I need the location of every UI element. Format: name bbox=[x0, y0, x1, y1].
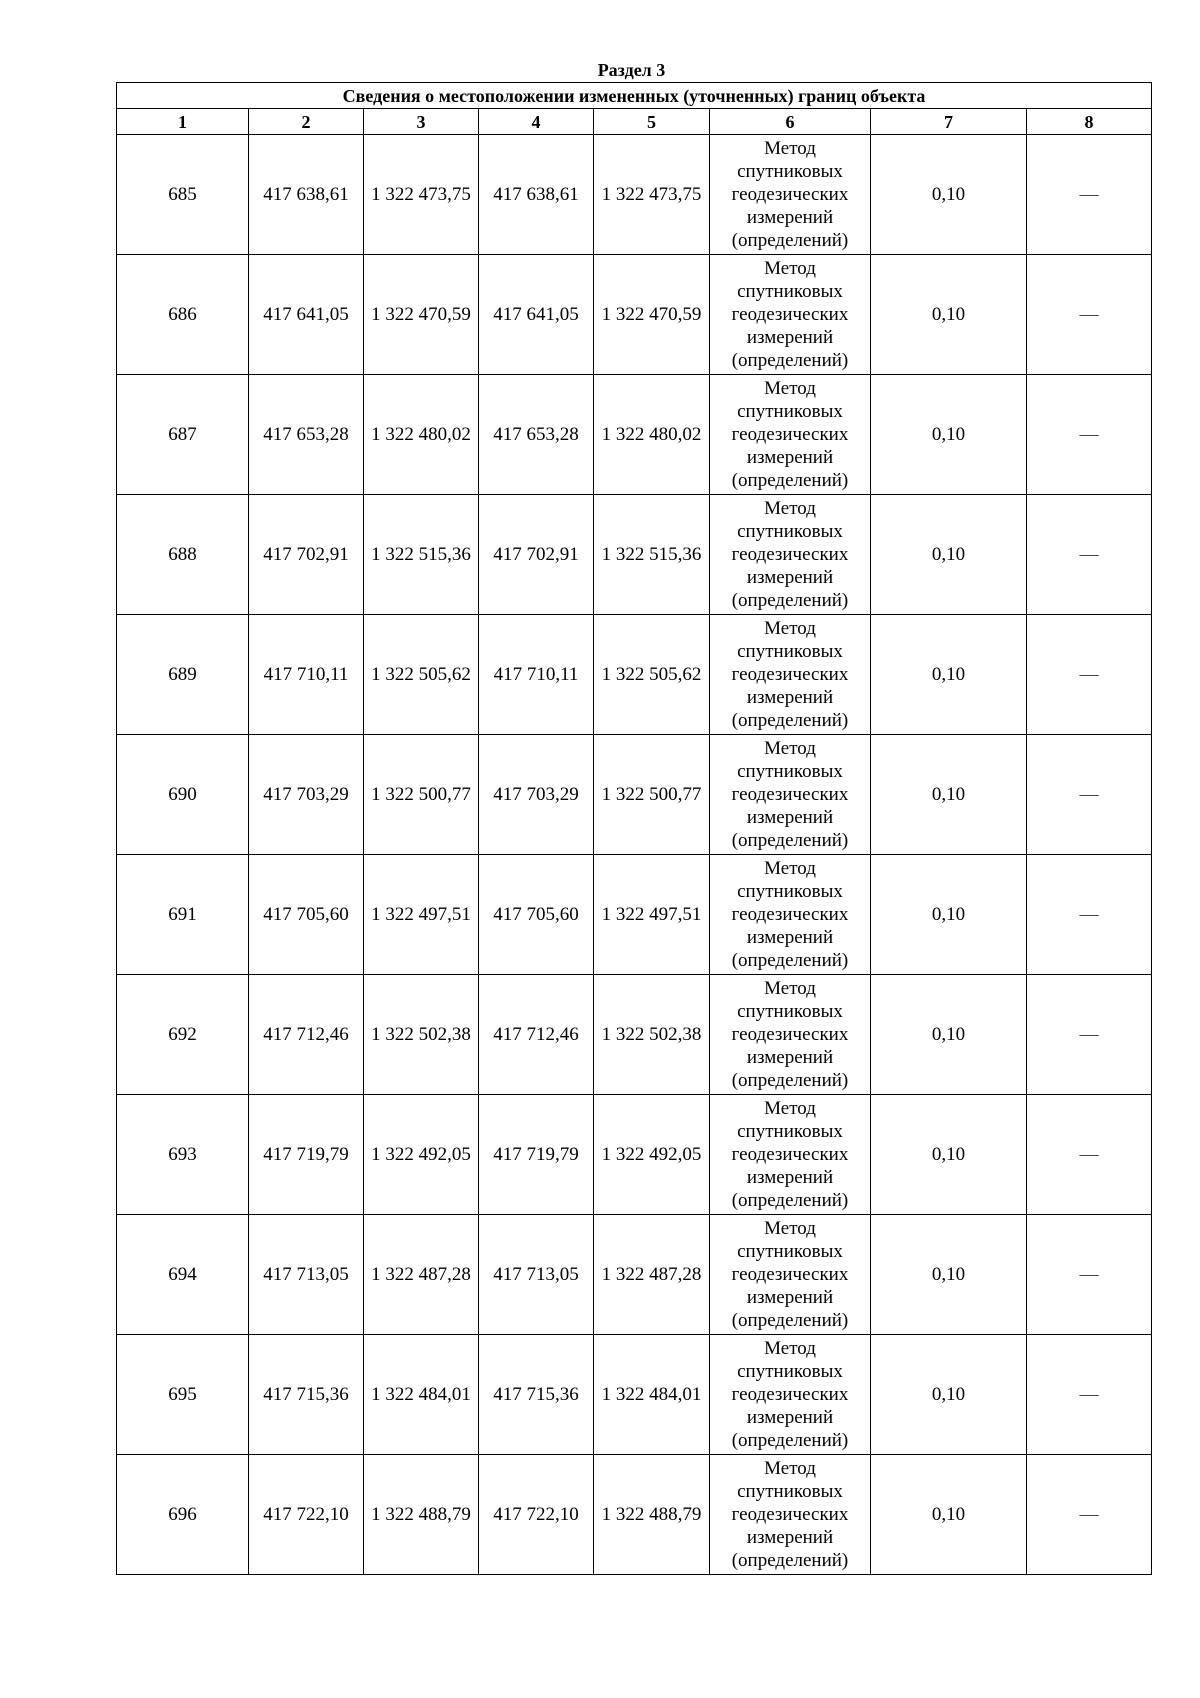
x-new-cell: 417 705,60 bbox=[479, 855, 594, 975]
method-line: геодезических bbox=[731, 424, 849, 445]
note-cell: — bbox=[1027, 375, 1152, 495]
method-line: Метод bbox=[764, 498, 816, 519]
point-number-cell: 686 bbox=[117, 255, 249, 375]
method-line: (определений) bbox=[731, 1070, 849, 1091]
table-row bbox=[117, 855, 1152, 975]
precision-cell: 0,10 bbox=[871, 375, 1027, 495]
method-cell bbox=[710, 735, 871, 855]
precision-cell: 0,10 bbox=[871, 615, 1027, 735]
y-new-cell: 1 322 484,01 bbox=[594, 1335, 710, 1455]
precision-cell: 0,10 bbox=[871, 1335, 1027, 1455]
y-new-cell: 1 322 515,36 bbox=[594, 495, 710, 615]
x-new-cell: 417 653,28 bbox=[479, 375, 594, 495]
x-new-cell: 417 641,05 bbox=[479, 255, 594, 375]
y-new-cell: 1 322 500,77 bbox=[594, 735, 710, 855]
method-line: Метод bbox=[764, 618, 816, 639]
x-new-cell: 417 702,91 bbox=[479, 495, 594, 615]
method-line: Метод bbox=[764, 138, 816, 159]
point-number-cell: 694 bbox=[117, 1215, 249, 1335]
point-number-cell: 685 bbox=[117, 135, 249, 255]
y-existing-cell: 1 322 500,77 bbox=[364, 735, 479, 855]
method-line: спутниковых bbox=[737, 1001, 843, 1022]
note-cell: — bbox=[1027, 975, 1152, 1095]
point-number-cell: 692 bbox=[117, 975, 249, 1095]
y-new-cell: 1 322 497,51 bbox=[594, 855, 710, 975]
y-existing-cell: 1 322 492,05 bbox=[364, 1095, 479, 1215]
x-new-cell: 417 703,29 bbox=[479, 735, 594, 855]
note-cell: — bbox=[1027, 615, 1152, 735]
table-row bbox=[117, 1335, 1152, 1455]
method-cell bbox=[710, 615, 871, 735]
method-line: (определений) bbox=[731, 1430, 849, 1451]
method-line: измерений bbox=[746, 1047, 834, 1068]
method-line: спутниковых bbox=[737, 521, 843, 542]
method-line: Метод bbox=[764, 978, 816, 999]
method-line: Метод bbox=[764, 738, 816, 759]
coordinates-table bbox=[116, 82, 1152, 1575]
method-line: геодезических bbox=[731, 1024, 849, 1045]
method-line: (определений) bbox=[731, 950, 849, 971]
x-new-cell: 417 722,10 bbox=[479, 1455, 594, 1575]
method-line: измерений bbox=[746, 1527, 834, 1548]
point-number-cell: 689 bbox=[117, 615, 249, 735]
method-line: (определений) bbox=[731, 710, 849, 731]
x-new-cell: 417 638,61 bbox=[479, 135, 594, 255]
precision-cell: 0,10 bbox=[871, 735, 1027, 855]
method-line: измерений bbox=[746, 807, 834, 828]
method-line: спутниковых bbox=[737, 1481, 843, 1502]
method-line: измерений bbox=[746, 327, 834, 348]
method-line: геодезических bbox=[731, 1264, 849, 1285]
x-new-cell: 417 715,36 bbox=[479, 1335, 594, 1455]
y-new-cell: 1 322 492,05 bbox=[594, 1095, 710, 1215]
method-cell bbox=[710, 855, 871, 975]
y-new-cell: 1 322 473,75 bbox=[594, 135, 710, 255]
method-line: измерений bbox=[746, 1407, 834, 1428]
method-line: измерений bbox=[746, 207, 834, 228]
y-existing-cell: 1 322 488,79 bbox=[364, 1455, 479, 1575]
table-row bbox=[117, 1455, 1152, 1575]
note-cell: — bbox=[1027, 1215, 1152, 1335]
method-line: геодезических bbox=[731, 664, 849, 685]
y-new-cell: 1 322 487,28 bbox=[594, 1215, 710, 1335]
x-existing-cell: 417 638,61 bbox=[249, 135, 364, 255]
x-existing-cell: 417 710,11 bbox=[249, 615, 364, 735]
note-cell: — bbox=[1027, 135, 1152, 255]
point-number-cell: 696 bbox=[117, 1455, 249, 1575]
method-line: (определений) bbox=[731, 1310, 849, 1331]
method-line: геодезических bbox=[731, 1504, 849, 1525]
table-row bbox=[117, 615, 1152, 735]
method-line: Метод bbox=[764, 1098, 816, 1119]
x-existing-cell: 417 702,91 bbox=[249, 495, 364, 615]
note-cell: — bbox=[1027, 1095, 1152, 1215]
x-existing-cell: 417 641,05 bbox=[249, 255, 364, 375]
method-line: измерений bbox=[746, 1167, 834, 1188]
method-cell bbox=[710, 375, 871, 495]
method-line: спутниковых bbox=[737, 281, 843, 302]
method-line: (определений) bbox=[731, 230, 849, 251]
note-cell: — bbox=[1027, 255, 1152, 375]
method-cell bbox=[710, 975, 871, 1095]
precision-cell: 0,10 bbox=[871, 975, 1027, 1095]
method-line: геодезических bbox=[731, 904, 849, 925]
method-line: (определений) bbox=[731, 830, 849, 851]
method-line: геодезических bbox=[731, 544, 849, 565]
table-row bbox=[117, 1215, 1152, 1335]
precision-cell: 0,10 bbox=[871, 1095, 1027, 1215]
x-existing-cell: 417 719,79 bbox=[249, 1095, 364, 1215]
method-cell bbox=[710, 1455, 871, 1575]
section-title: Раздел 3 bbox=[597, 60, 666, 80]
column-header: 8 bbox=[1027, 109, 1152, 135]
method-line: спутниковых bbox=[737, 881, 843, 902]
column-header: 3 bbox=[364, 109, 479, 135]
table-caption: Сведения о местоположении измененных (уточненных) границ объекта bbox=[117, 83, 1152, 109]
note-cell: — bbox=[1027, 1455, 1152, 1575]
y-new-cell: 1 322 505,62 bbox=[594, 615, 710, 735]
method-line: спутниковых bbox=[737, 641, 843, 662]
y-existing-cell: 1 322 505,62 bbox=[364, 615, 479, 735]
y-existing-cell: 1 322 470,59 bbox=[364, 255, 479, 375]
x-existing-cell: 417 705,60 bbox=[249, 855, 364, 975]
method-line: (определений) bbox=[731, 1550, 849, 1571]
point-number-cell: 690 bbox=[117, 735, 249, 855]
point-number-cell: 687 bbox=[117, 375, 249, 495]
x-existing-cell: 417 715,36 bbox=[249, 1335, 364, 1455]
method-cell bbox=[710, 135, 871, 255]
method-line: измерений bbox=[746, 567, 834, 588]
note-cell: — bbox=[1027, 1335, 1152, 1455]
x-existing-cell: 417 653,28 bbox=[249, 375, 364, 495]
x-existing-cell: 417 713,05 bbox=[249, 1215, 364, 1335]
x-new-cell: 417 712,46 bbox=[479, 975, 594, 1095]
method-line: Метод bbox=[764, 858, 816, 879]
x-new-cell: 417 713,05 bbox=[479, 1215, 594, 1335]
y-new-cell: 1 322 470,59 bbox=[594, 255, 710, 375]
method-line: геодезических bbox=[731, 1144, 849, 1165]
method-line: спутниковых bbox=[737, 1361, 843, 1382]
column-header: 5 bbox=[594, 109, 710, 135]
point-number-cell: 691 bbox=[117, 855, 249, 975]
method-line: Метод bbox=[764, 378, 816, 399]
x-existing-cell: 417 722,10 bbox=[249, 1455, 364, 1575]
precision-cell: 0,10 bbox=[871, 135, 1027, 255]
y-new-cell: 1 322 488,79 bbox=[594, 1455, 710, 1575]
table-row bbox=[117, 1095, 1152, 1215]
column-header: 6 bbox=[710, 109, 871, 135]
y-existing-cell: 1 322 473,75 bbox=[364, 135, 479, 255]
method-line: Метод bbox=[764, 1458, 816, 1479]
note-cell: — bbox=[1027, 735, 1152, 855]
point-number-cell: 693 bbox=[117, 1095, 249, 1215]
y-existing-cell: 1 322 487,28 bbox=[364, 1215, 479, 1335]
precision-cell: 0,10 bbox=[871, 1215, 1027, 1335]
table-row bbox=[117, 495, 1152, 615]
y-existing-cell: 1 322 515,36 bbox=[364, 495, 479, 615]
method-cell bbox=[710, 495, 871, 615]
method-line: Метод bbox=[764, 1338, 816, 1359]
table-row bbox=[117, 735, 1152, 855]
table-row bbox=[117, 135, 1152, 255]
y-existing-cell: 1 322 484,01 bbox=[364, 1335, 479, 1455]
y-existing-cell: 1 322 502,38 bbox=[364, 975, 479, 1095]
precision-cell: 0,10 bbox=[871, 255, 1027, 375]
method-line: Метод bbox=[764, 258, 816, 279]
y-new-cell: 1 322 502,38 bbox=[594, 975, 710, 1095]
y-new-cell: 1 322 480,02 bbox=[594, 375, 710, 495]
method-cell bbox=[710, 1095, 871, 1215]
column-header: 7 bbox=[871, 109, 1027, 135]
table-body bbox=[117, 135, 1152, 1575]
method-line: (определений) bbox=[731, 470, 849, 491]
y-existing-cell: 1 322 480,02 bbox=[364, 375, 479, 495]
table-row bbox=[117, 975, 1152, 1095]
precision-cell: 0,10 bbox=[871, 495, 1027, 615]
note-cell: — bbox=[1027, 495, 1152, 615]
table-row bbox=[117, 255, 1152, 375]
column-header: 1 bbox=[117, 109, 249, 135]
method-line: спутниковых bbox=[737, 401, 843, 422]
method-cell bbox=[710, 255, 871, 375]
method-line: Метод bbox=[764, 1218, 816, 1239]
method-line: (определений) bbox=[731, 350, 849, 371]
method-line: спутниковых bbox=[737, 1241, 843, 1262]
method-line: геодезических bbox=[731, 784, 849, 805]
table-row bbox=[117, 375, 1152, 495]
note-cell: — bbox=[1027, 855, 1152, 975]
column-header: 2 bbox=[249, 109, 364, 135]
method-cell bbox=[710, 1335, 871, 1455]
column-header: 4 bbox=[479, 109, 594, 135]
method-line: спутниковых bbox=[737, 1121, 843, 1142]
x-existing-cell: 417 703,29 bbox=[249, 735, 364, 855]
point-number-cell: 688 bbox=[117, 495, 249, 615]
method-cell bbox=[710, 1215, 871, 1335]
method-line: геодезических bbox=[731, 304, 849, 325]
method-line: геодезических bbox=[731, 184, 849, 205]
y-existing-cell: 1 322 497,51 bbox=[364, 855, 479, 975]
method-line: измерений bbox=[746, 927, 834, 948]
method-line: спутниковых bbox=[737, 161, 843, 182]
method-line: измерений bbox=[746, 447, 834, 468]
precision-cell: 0,10 bbox=[871, 1455, 1027, 1575]
method-line: спутниковых bbox=[737, 761, 843, 782]
x-new-cell: 417 719,79 bbox=[479, 1095, 594, 1215]
x-new-cell: 417 710,11 bbox=[479, 615, 594, 735]
method-line: (определений) bbox=[731, 1190, 849, 1211]
point-number-cell: 695 bbox=[117, 1335, 249, 1455]
method-line: измерений bbox=[746, 1287, 834, 1308]
method-line: измерений bbox=[746, 687, 834, 708]
x-existing-cell: 417 712,46 bbox=[249, 975, 364, 1095]
method-line: геодезических bbox=[731, 1384, 849, 1405]
method-line: (определений) bbox=[731, 590, 849, 611]
precision-cell: 0,10 bbox=[871, 855, 1027, 975]
